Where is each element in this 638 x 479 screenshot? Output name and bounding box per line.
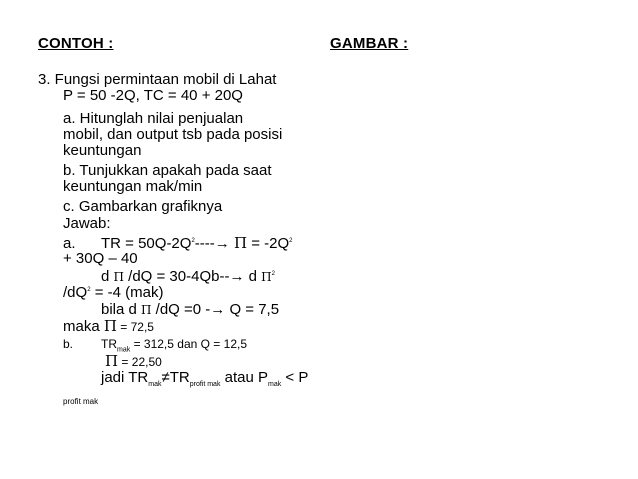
lt-text: < P	[281, 369, 309, 386]
maka-value: = 72,5	[116, 320, 154, 334]
pi-symbol: Π	[233, 234, 248, 252]
d-symbol: d	[101, 268, 110, 285]
question-a-line-3: keuntungan	[63, 142, 142, 159]
answer-b-line-2	[105, 353, 162, 370]
pi-symbol-5: Π	[103, 317, 117, 335]
jadi-sub-3: mak	[268, 381, 282, 388]
tr-b-label: TR	[101, 337, 117, 351]
pi-symbol-6: Π	[105, 352, 119, 370]
arrow-icon-2: →	[229, 268, 245, 285]
answer-b-line-4: profit mak	[63, 397, 99, 406]
gambar-heading: GAMBAR :	[330, 35, 409, 52]
problem-title: 3. Fungsi permintaan mobil di Lahat	[38, 71, 277, 88]
dq-square-sup: 2	[87, 287, 91, 293]
answer-a-line-2: + 30Q – 40	[63, 250, 138, 267]
answer-a-line-5	[101, 302, 279, 318]
answer-b-label: b.	[63, 337, 74, 351]
answer-a-line-3	[101, 269, 275, 285]
jadi-sub-2: profit mak	[189, 381, 221, 388]
profit-formula: = -2Q	[247, 235, 290, 252]
maka-text: maka	[63, 318, 100, 335]
q-value: Q = 7,5	[225, 301, 280, 318]
question-a-line-1: a. Hitunglah nilai penjualan	[63, 110, 244, 127]
answer-b-line-3	[101, 370, 308, 386]
jawab-label: Jawab:	[63, 215, 111, 232]
square-sup: 2	[191, 238, 195, 244]
d-symbol-2: d	[244, 268, 257, 285]
answer-a-line-6	[63, 318, 154, 335]
answer-a-label: a.	[63, 235, 76, 252]
tr-formula: TR = 50Q-2Q	[101, 235, 192, 252]
pi-b-value: = 22,50	[118, 355, 162, 369]
question-a-line-2: mobil, dan output tsb pada posisi	[63, 126, 283, 143]
dashes: ----	[194, 235, 215, 252]
contoh-heading: CONTOH :	[38, 35, 114, 52]
question-b-line-2: keuntungan mak/min	[63, 178, 203, 195]
problem-functions: P = 50 -2Q, TC = 40 + 20Q	[63, 87, 243, 104]
pi-square-sup: 2	[271, 271, 275, 277]
question-c: c. Gambarkan grafiknya	[63, 198, 223, 215]
pi-symbol-3: Π	[261, 270, 272, 284]
jadi-sub-1: mak	[148, 381, 162, 388]
derivative-formula: /dQ = 30-4Qb--	[123, 268, 230, 285]
square-sup-2: 2	[289, 238, 293, 244]
question-b-line-1: b. Tunjukkan apakah pada saat	[63, 162, 272, 179]
pi-symbol-4: Π	[141, 303, 152, 317]
atau-text: atau P	[220, 369, 268, 386]
pi-symbol-2: Π	[113, 270, 124, 284]
answer-a-line-4	[63, 285, 163, 301]
arrow-icon-3: →	[210, 301, 226, 318]
second-derivative-value: = -4 (mak)	[90, 284, 164, 301]
tr-b-value: = 312,5 dan Q = 12,5	[130, 337, 247, 351]
bila-text: bila d	[101, 301, 137, 318]
jadi-text: jadi TR	[101, 369, 149, 386]
tr-b-sub: mak	[117, 346, 131, 354]
dq-label: /dQ	[63, 284, 88, 301]
arrow-icon: →	[214, 235, 230, 252]
neq-text: ≠TR	[161, 369, 190, 386]
answer-b-line-1	[63, 336, 247, 352]
bila-formula: /dQ =0 -	[151, 301, 211, 318]
